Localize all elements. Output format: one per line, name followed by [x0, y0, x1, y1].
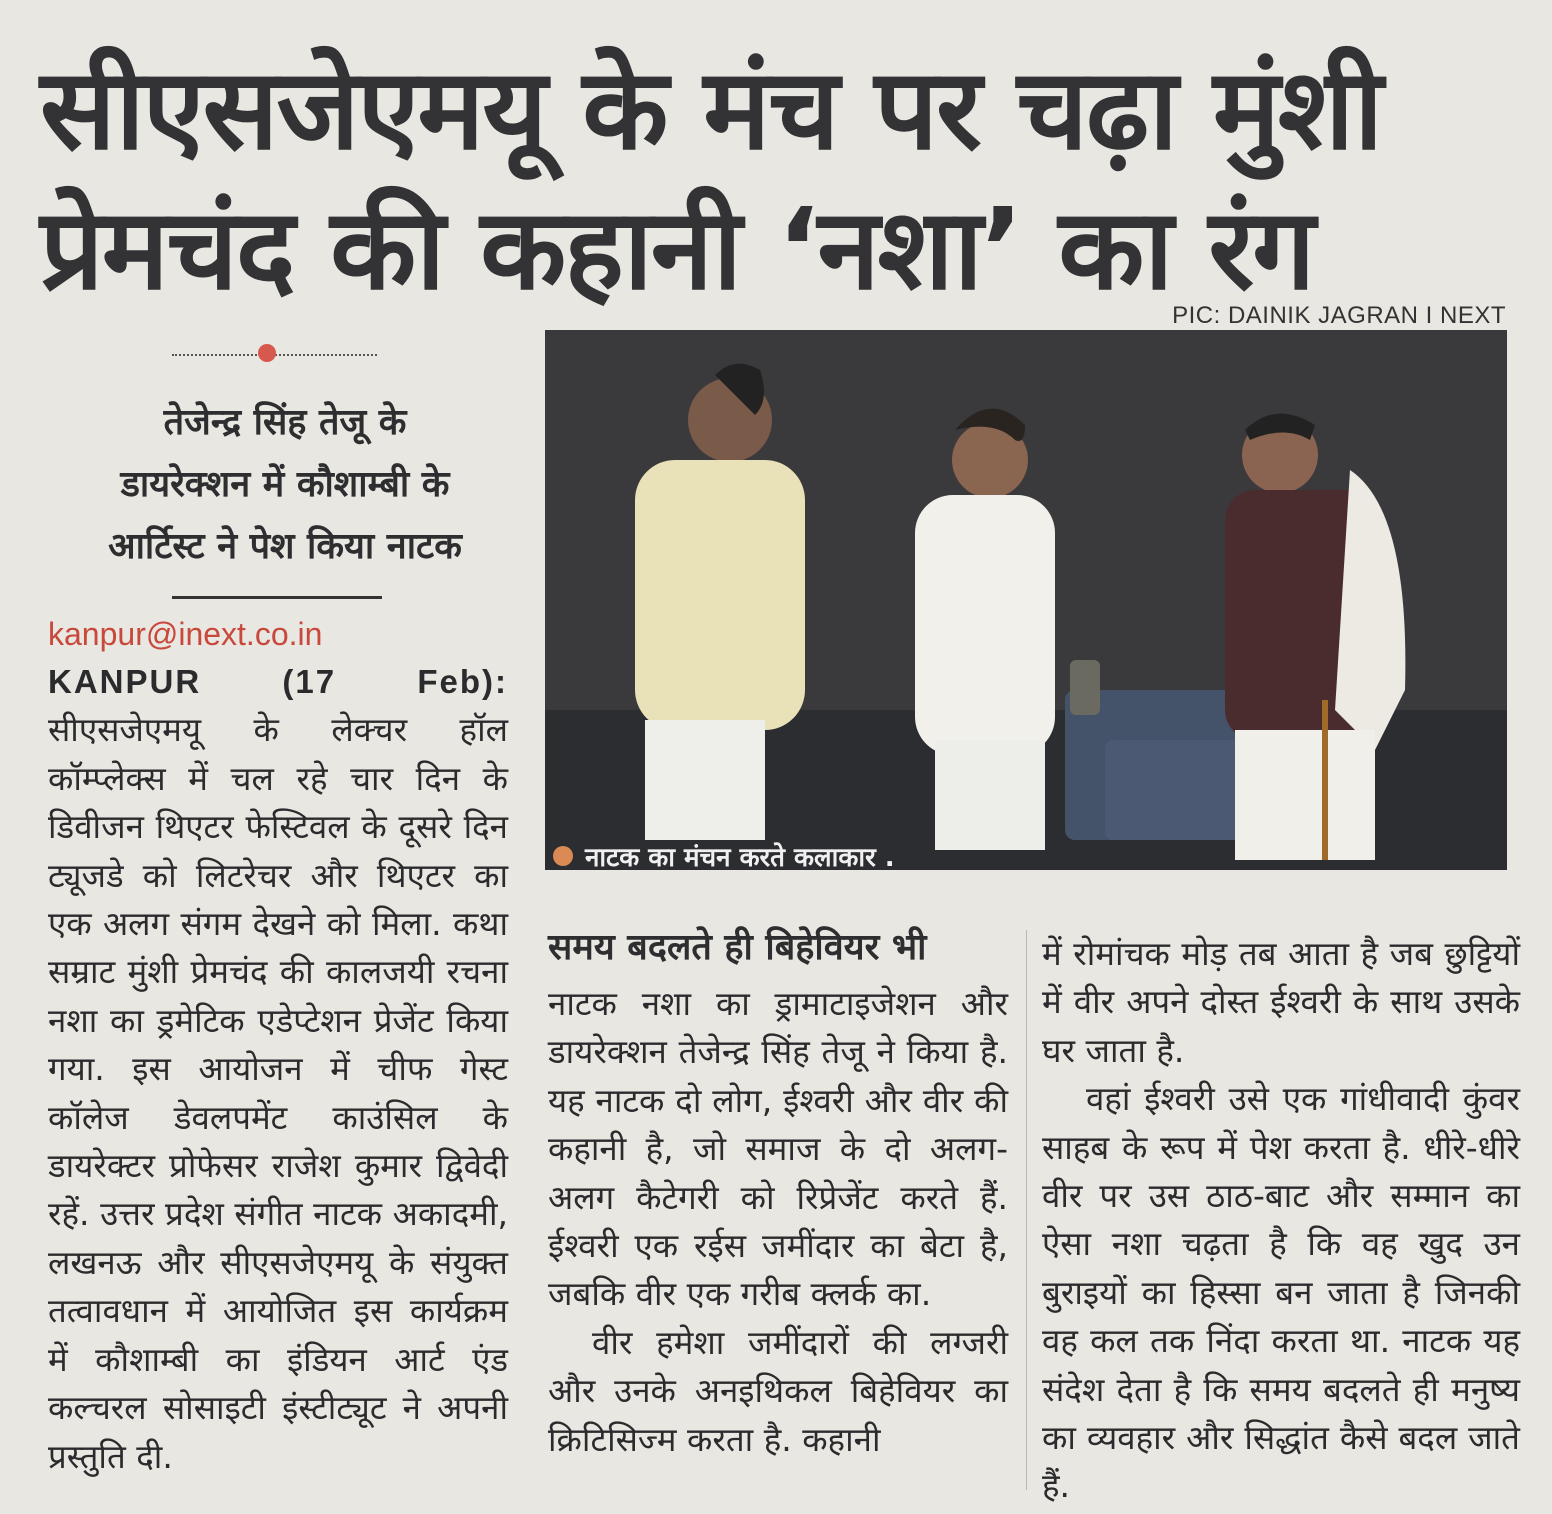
solid-divider: [172, 596, 382, 599]
dateline-month: Feb):: [417, 663, 508, 700]
subheadline-line-2: डायरेक्शन में कौशाम्बी के: [120, 464, 450, 505]
section-title: समय बदलते ही बिहेवियर भी: [548, 927, 927, 968]
subheadline-line-1: तेजेन्द्र सिंह तेजू के: [163, 402, 407, 443]
subheadline-line-3: आर्टिस्ट ने पेश किया नाटक: [108, 526, 462, 567]
article-column-1: [48, 658, 508, 1481]
column-divider: [1026, 930, 1027, 1490]
column-2-paragraph-2: वीर हमेशा जमींदारों की लग्जरी और उनके अनइथिकल बिहेवियर का क्रिटिसिज्म करता है. कहानी: [548, 1322, 1008, 1459]
headline: [40, 40, 1520, 320]
stage-photo: [545, 330, 1507, 870]
dateline-date: (17: [282, 663, 337, 700]
column-3-paragraph-1: में रोमांचक मोड़ तब आता है जब छुट्टियों में वीर अपने दोस्त ईश्वरी के साथ उसके घर जाता है.: [1042, 934, 1520, 1070]
red-dot-ornament: [258, 344, 276, 362]
column-1-paragraph: सीएसजेएमयू के लेक्चर हॉल कॉम्प्लेक्स में चल रहे चार दिन के डिवीजन थिएटर फेस्टिवल के दूसरे दिन ट्यूजडे को लिटरेचर और थिएटर का एक अलग संगम देखने को मिला. कथा सम्राट मुंशी प्रेमचंद की कालजयी रचना नशा का ड्रमेटिक एडेप्टेशन प्रेजेंट किया गया. इस आयोजन में चीफ गेस्ट कॉलेज डेवलपमेंट काउंसिल के डायरेक्टर प्रोफेसर राजेश कुमार द्विवेदी रहें. उत्तर प्रदेश संगीत नाटक अकादमी, लखनऊ और सीएसजेएमयू के संयुक्त तत्वावधान में आयोजित इस कार्यक्रम में कौशाम्बी का इंडियन आर्ट एंड कल्चरल सोसाइटी इंस्टीट्यूट ने अपनी प्रस्तुति दी.: [48, 710, 508, 1476]
article-column-2: [548, 920, 1008, 1464]
stage-photo-illustration: [545, 330, 1507, 870]
subheadline: [60, 392, 510, 578]
photo-caption: [553, 838, 895, 874]
photo-credit: PIC: DAINIK JAGRAN I NEXT: [1172, 302, 1506, 329]
photo-caption-text: नाटक का मंचन करते कलाकार .: [585, 843, 895, 873]
column-3-paragraph-2: वहां ईश्वरी उसे एक गांधीवादी कुंवर साहब के रूप में पेश करता है. धीरे-धीरे वीर पर उस ठाठ-बाट और सम्मान का ऐसा नशा चढ़ता है कि वह खुद उन बुराइयों का हिस्सा बन जाता है जिनकी वह कल तक निंदा करता था. नाटक यह संदेश देता है कि समय बदलते ही मनुष्य का व्यवहार और सिद्धांत कैसे बदल जाते हैं.: [1042, 1079, 1520, 1506]
column-2-paragraph-1: नाटक नशा का ड्रामाटाइजेशन और डायरेक्शन तेजेन्द्र सिंह तेजू ने किया है. यह नाटक दो लोग, ईश्वरी और वीर की कहानी है, जो समाज के दो अलग-अलग कैटेगरी को रिप्रेजेंट करते हैं. ईश्वरी एक रईस जमींदार का बेटा है, जबकि वीर एक गरीब क्लर्क का.: [548, 984, 1008, 1314]
article-column-3: [1042, 930, 1520, 1511]
dateline: [48, 658, 508, 706]
dateline-city: KANPUR: [48, 663, 202, 700]
headline-line-2: प्रेमचंद की कहानी ‘नशा’ का रंग: [40, 185, 1314, 315]
caption-bullet-icon: [553, 846, 573, 866]
byline-email[interactable]: kanpur@inext.co.in: [48, 616, 323, 652]
headline-line-1: सीएसजेएमयू के मंच पर चढ़ा मुंशी: [40, 45, 1382, 175]
